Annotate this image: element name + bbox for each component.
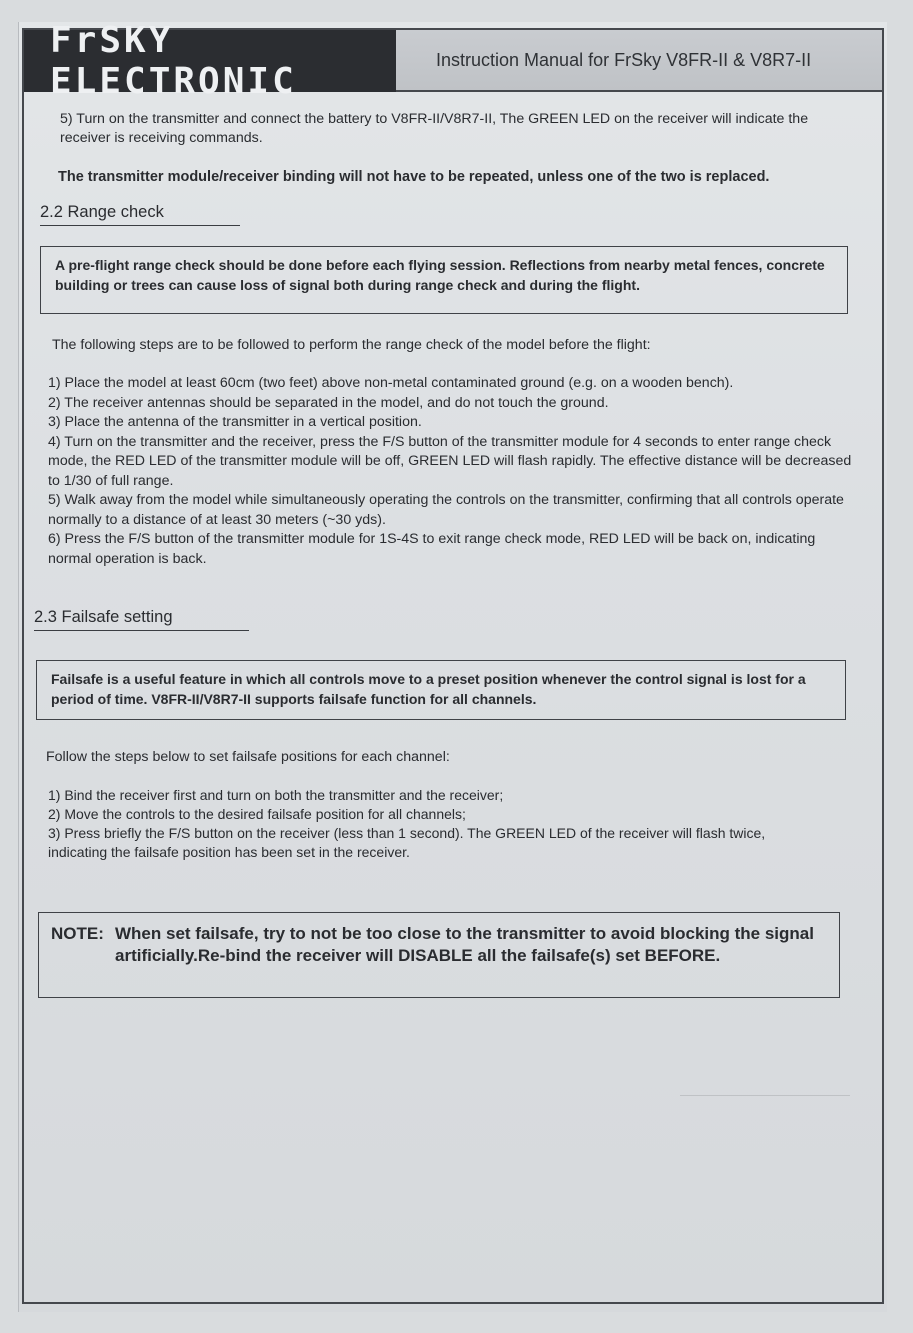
range-check-steps [48, 374, 856, 569]
failsafe-step: 3) Press briefly the F/S button on the receiver (less than 1 second). The GREEN LED of the receiver will flash twice, indicating the failsafe position has been set in the receiver. [48, 825, 766, 860]
manual-title: Instruction Manual for FrSky V8FR-II & V8R7-II [396, 30, 882, 92]
range-check-lead: The following steps are to be followed to perform the range check of the model before the flight: [52, 337, 651, 353]
note-label: NOTE: [51, 924, 104, 943]
range-check-step: 3) Place the antenna of the transmitter in a vertical position. [48, 414, 422, 430]
brand-logo-text: FrSKY ELECTRONIC [50, 20, 297, 102]
note-text: When set failsafe, try to not be too close to the transmitter to avoid blocking the signal artificially.Re-bind the receiver will DISABLE all the failsafe(s) set BEFORE. [115, 924, 814, 965]
failsafe-step: 2) Move the controls to the desired failsafe position for all channels; [48, 806, 466, 822]
failsafe-info-box: Failsafe is a useful feature in which all controls move to a preset position whenever the control signal is lost for a period of time. V8FR-II/V8R7-II supports failsafe function for all channels. [36, 660, 846, 720]
failsafe-note-box [38, 912, 840, 998]
intro-step-5: 5) Turn on the transmitter and connect the battery to V8FR-II/V8R7-II, The GREEN LED on the receiver will indicate the receiver is receiving commands. [60, 111, 809, 146]
range-check-heading: 2.2 Range check [40, 203, 240, 226]
range-check-step: 4) Turn on the transmitter and the receiver, press the F/S button of the transmitter module for 4 seconds to enter range check mode, the RED LED of the transmitter module will be off, GREEN LED will flash rapidly. The effective distance will be decreased to 1/30 of full range. [48, 433, 852, 489]
bleed-through-line [680, 1095, 850, 1096]
failsafe-step: 1) Bind the receiver first and turn on both the transmitter and the receiver; [48, 787, 504, 803]
failsafe-heading: 2.3 Failsafe setting [34, 608, 249, 631]
range-check-step: 2) The receiver antennas should be separated in the model, and do not touch the ground. [48, 394, 609, 411]
range-check-warning-box: A pre-flight range check should be done before each flying session. Reflections from nearby metal fences, concrete building or trees can cause loss of signal both during range check and during the flight. [40, 246, 848, 314]
range-check-step: 5) Walk away from the model while simultaneously operating the controls on the transmitter, confirming that all controls operate normally to a distance of at least 30 meters (~30 yds). [48, 492, 844, 528]
failsafe-lead: Follow the steps below to set failsafe positions for each channel: [46, 749, 450, 765]
manual-header [24, 20, 882, 102]
binding-note: The transmitter module/receiver binding will not have to be repeated, unless one of the two is replaced. [58, 169, 770, 185]
range-check-step: 1) Place the model at least 60cm (two feet) above non-metal contaminated ground (e.g. on a wooden bench). [48, 375, 734, 391]
failsafe-steps [48, 786, 828, 862]
brand-logo [24, 20, 396, 102]
range-check-step: 6) Press the F/S button of the transmitter module for 1S-4S to exit range check mode, RED LED will be back on, indicating normal operation is back. [48, 531, 816, 567]
